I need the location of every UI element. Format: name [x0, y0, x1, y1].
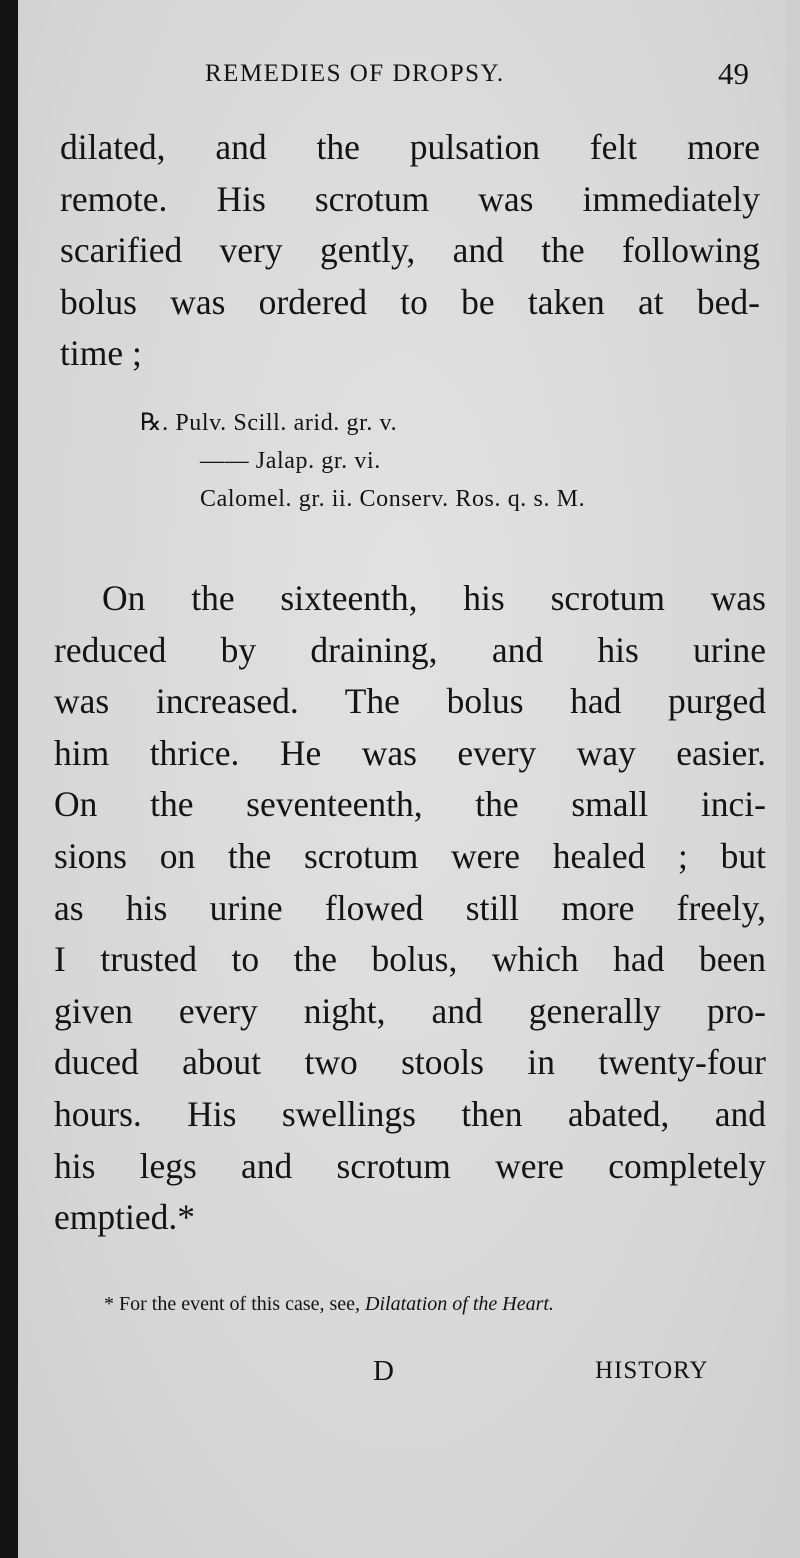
footnote-text: * For the event of this case, see, [104, 1293, 366, 1315]
prescription-line: —— Jalap. gr. vi. [200, 448, 381, 474]
text-line: scarified very gently, and the following [60, 230, 760, 271]
text-line: I trusted to the bolus, which had been [54, 939, 766, 980]
catchword: HISTORY [595, 1357, 709, 1384]
text-line: was increased. The bolus had purged [54, 681, 766, 722]
text-line: as his urine flowed still more freely, [54, 887, 766, 928]
text-line: him thrice. He was every way easier. [54, 732, 766, 773]
text-line: time ; [60, 333, 142, 374]
text-line: reduced by draining, and his urine [54, 629, 766, 670]
text-line: bolus was ordered to be taken at bed- [60, 281, 760, 322]
text-line: given every night, and generally pro- [54, 990, 766, 1031]
page-number: 49 [718, 56, 749, 91]
text-line: duced about two stools in twenty-four [54, 1042, 766, 1083]
text-line: his legs and scrotum were completely [54, 1145, 766, 1186]
text-line: dilated, and the pulsation felt more [60, 127, 760, 167]
text-line: emptied.* [54, 1197, 195, 1238]
text-line: sions on the scrotum were healed ; but [54, 835, 766, 876]
scan-left-border [0, 0, 18, 1558]
paragraph-2 [54, 573, 766, 1244]
footnote [104, 1293, 554, 1316]
scan-right-border [786, 0, 800, 1558]
prescription-line: ℞. Pulv. Scill. arid. gr. v. [140, 410, 398, 436]
signature-mark: D [373, 1355, 394, 1387]
text-line: remote. His scrotum was immediately [60, 178, 760, 219]
running-head: REMEDIES OF DROPSY. [205, 60, 505, 87]
text-line: On the seventeenth, the small inci- [54, 784, 766, 825]
text-line: hours. His swellings then abated, and [54, 1093, 766, 1134]
paragraph-1 [60, 122, 760, 380]
footnote-reference: Dilatation of the Heart. [365, 1293, 554, 1315]
page-header [18, 58, 786, 98]
book-page [18, 0, 786, 1558]
prescription-line: Calomel. gr. ii. Conserv. Ros. q. s. M. [200, 486, 586, 512]
text-line: On the sixteenth, his scrotum was [102, 578, 766, 618]
